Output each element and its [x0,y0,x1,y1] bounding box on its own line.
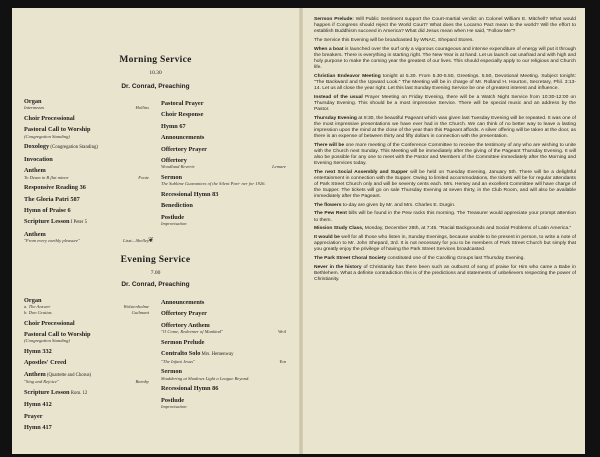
morning-left-item-label: Scripture Lesson [24,218,70,226]
announcement-text: bills will be found in the Pew racks this morning. The Treasurer would appreciate your prompt attention to them. [314,211,577,223]
announcement-paragraph [314,74,576,92]
evening-right-item [161,322,286,329]
announcement-lead: Instead of the usual [314,94,363,100]
announcement-lead: The Park Street Choral Society [314,256,387,262]
morning-right-item-subtitle [161,164,286,170]
morning-right-item-label: Offertory Prayer [161,145,207,153]
evening-left-item [24,389,149,397]
morning-left-item [24,218,149,226]
evening-right-item-composer: Yon [279,358,286,364]
announcement-lead: There will be [314,142,345,148]
evening-right-item [161,385,286,392]
evening-right-item-subtitle-text: "The Infant Jesus" [161,358,195,364]
morning-right-item-subtitle-text: The Sublime Guarantees of the Silent Part- ner for 1926. [161,181,266,187]
announcement-lead: Mission Study Class, [314,226,364,232]
announcement-paragraph [314,203,576,209]
evening-right-item-detail: Mrs. Hemenway [200,352,234,358]
announcement-text: constituted one of the Carolling Groups last Thursday Evening. [386,256,525,262]
morning-left-item-subtitle [24,175,149,181]
evening-left-item-label: Choir Processional [24,319,75,327]
evening-left-item [24,424,149,431]
evening-right-item-subtitle [161,359,286,365]
morning-left-item [24,115,149,122]
announcement-paragraph [314,235,576,253]
morning-left-item-subtitle-text: (Congregation Standing) [24,133,70,139]
morning-right-item [161,134,286,141]
morning-left-item-subtitle [24,238,149,244]
morning-right-item-subtitle-text: Improvisation [161,221,187,227]
evening-right-item-composer: Weil [278,329,286,335]
evening-right-item-subtitle [161,376,286,382]
evening-left-item [24,320,149,327]
morning-left-item-subtitle [24,105,149,111]
morning-right-item-label: Recessional Hymn 83 [161,191,219,199]
morning-right-item-label: Offertory [161,157,187,165]
announcement-lead: The next Social Assembly and Supper [314,169,408,175]
evening-left-item [24,348,149,355]
announcement-paragraph [314,17,576,35]
evening-left-item-detail: (Quartette and Chorus) [45,372,92,378]
morning-left-item-label: Choir Processional [24,115,75,122]
announcement-paragraph [314,170,576,200]
evening-right-item [161,310,286,317]
morning-left-item [24,167,149,174]
announcement-paragraph [314,95,576,113]
morning-left-item-label: Pastoral Call to Worship [24,126,91,134]
morning-left-item [24,156,149,163]
morning-right-item-label: Pastoral Prayer [161,100,204,107]
evening-right-item-label: Postlude [161,396,185,404]
announcement-text: The Service this Evening will be broadcasted by WNAC, Shepard Stores. [314,37,474,43]
morning-left-item [24,98,149,105]
morning-left-item-composer: Foote [138,174,149,180]
announcement-lead: The flowers [314,202,342,208]
morning-right-item [161,157,286,164]
morning-left-item-label: The Gloria Patri 587 [24,195,80,203]
morning-title: Morning Service [119,55,192,65]
announcement-lead: Never in the history [314,265,362,270]
evening-left-item-subtitle-text: "Sing and Rejoice" [24,379,59,385]
morning-left-item [24,196,149,203]
morning-right-column [161,100,286,227]
evening-right-item-label: Offertory Prayer [161,310,207,318]
morning-right-item-label: Hymn 67 [161,122,186,130]
evening-left-item [24,401,149,408]
evening-left-item-subtitle [24,338,149,344]
morning-right-item-label: Announcements [161,134,205,142]
evening-left-item-detail: Rom. 12 [69,390,88,396]
evening-left-item-composer: Guilmant [131,310,149,315]
evening-left-item-label: Apostles' Creed [24,359,67,367]
morning-right-item-label: Benediction [161,202,193,210]
evening-time: 7.00 [150,270,161,276]
announcement-paragraph [314,116,576,140]
evening-left-item-subtitle-text: b. Don Gratias [24,310,52,315]
program-sheet [12,8,585,454]
morning-right-item [161,146,286,153]
morning-left-item-label: Doxology [24,143,50,151]
evening-pastor: Dr. Conrad, Preaching [121,281,190,288]
morning-right-item-subtitle-text: Woodland Reverie [161,164,195,170]
evening-right-item-label: Recessional Hymn 86 [161,385,219,393]
morning-left-item-detail: I Peter 5 [69,220,87,226]
announcement-text: will be held on Tuesday Evening, January 5th. There will be a delightful entertainment in connection with the Supper. Owing to limited accommodations, the tickets will be for regular attendants of Park Street Church only and will be seventy cents each. Mrs. Hersey and an excellent Committee will have charge of the Supper. The tickets will go on sale Thursday Evening at seven thirty, in the Club Room, and will also be available immediately after the Pageant. [314,169,577,199]
evening-left-item-subtitle [24,379,149,385]
morning-right-item [161,174,286,181]
morning-right-item [161,191,286,198]
announcement-text: well for all those who listen in, Sunday Evenings, because unable to be present in person, to write a note of appreciation to Mr. John Shepard, 3rd. It is not necessary for you to be members of Park Street Church but simply that you greatly enjoy the privilege of having the Park Street Services broadcasted. [314,235,576,253]
morning-left-item [24,143,149,151]
morning-left-item-detail: (Congregation Standing) [49,145,98,151]
evening-left-item [24,359,149,366]
evening-left-item-subtitle-text: a. The Answer [24,304,51,310]
morning-left-item-label: Anthem [24,167,46,175]
evening-left-item-label: Anthem [24,370,46,378]
evening-right-item [161,397,286,404]
announcement-paragraph [314,256,576,262]
morning-left-item-label: Hymn of Praise 6 [24,207,71,215]
evening-left-item-label: Hymn 417 [24,424,52,432]
announcement-lead: Thursday Evening [314,115,357,121]
evening-left-item-subtitle-text: (Congregation Standing) [24,338,70,344]
announcement-paragraph [314,265,576,283]
announcements-page [314,17,576,286]
morning-right-item [161,111,286,118]
evening-right-item-subtitle-text: Shuddering at Shadows Light a League Beyond. [161,375,250,381]
morning-left-item-subtitle-text: Intermezzo [24,105,45,111]
announcement-paragraph [314,38,576,44]
morning-right-item-label: Postlude [161,213,185,221]
evening-left-item [24,297,149,304]
morning-right-item-composer: Lemare [272,164,286,170]
announcement-text: one more meeting of the Conference Committee to receive the testimony of any who are wishing to unite with the Church next Sunday. This Meeting will be immediately after the giving of the Pageant Thursday Evening. It will also be possible for any one to meet with the Pastor and Members of the Committee immediately after the Morning and Evening Services today. [314,142,576,166]
morning-time: 10.30 [149,70,162,76]
announcement-paragraph [314,211,576,223]
morning-right-item [161,202,286,209]
announcement-text: Will Public Sentiment support the Court-martial verdict on Colonel William E. Mitchell? What would happen if Congress should reject the World Court? What does the Locarno Pact mean to the world? Will the effort to establish Buddhism succeed in America? What did Jesus mean when He said, "Follow Me"? [314,17,576,35]
evening-right-item-label: Contralto Solo [161,350,201,358]
evening-right-item [161,339,286,346]
evening-left-item-label: Organ [24,297,42,304]
evening-left-item [24,331,149,338]
morning-right-item-subtitle [161,221,286,227]
morning-left-item-composer: Liszt—Shelley [122,238,149,244]
announcement-text: is launched over the surf only a vigorous courageous and intense expenditure of energy will put it through the breakers. There is everything in starting right. The New Year is at hand. Let us launch out unafraid and with high and holy purpose to make the coming year the greatest of our lives. This should especially apply to our religious and Church life. [314,46,576,70]
evening-right-item-subtitle-text: Improvisation [161,404,187,410]
evening-right-item-label: Sermon Prelude [161,338,205,346]
announcement-text: at 8:30, the beautiful Pageant which was given last Tuesday Evening will be repeated. It was one of the most impressive presentations we have ever had in the Church. We can think of no better way to leave a lasting impression upon the mind at the close of the year than this Pageant affords. A silver offering will be taken at the door, as there is an expense of between thirty and fifty dollars in connection with the presentation. [314,115,576,139]
morning-right-item [161,100,286,107]
announcement-lead: The Pew Rent [314,211,347,217]
evening-left-item-label: Prayer [24,412,43,420]
morning-left-item-subtitle-text: To Deum in B flat minor [24,174,69,180]
evening-right-item [161,368,286,375]
morning-left-item [24,184,149,191]
morning-right-item [161,214,286,221]
morning-left-item-subtitle [24,134,149,140]
announcement-lead: When a boat [314,46,344,52]
morning-left-item-composer: Hollins [135,105,149,111]
announcement-paragraph [314,226,576,232]
evening-title: Evening Service [120,255,191,265]
morning-left-item-label: Organ [24,98,42,105]
announcement-text: Monday, December 28th, at 7:45. "Racial Backgrounds and Social Problems of Latin America." [363,226,572,232]
evening-right-column [161,299,286,410]
announcement-text: tonight at 5.30. From 5.30-5.50, Greetings. 5.50, Devotional Meeting. Subject tonight: "The Backward and the Upward Look." The Meeting will be in charge of Mr. Rolland H. Hourton, Secretary, Phil. 3:13-14. Let us all close the year right. Let this last Sunday Evening Service be one of greatest interest and influence. [314,73,576,91]
evening-left-column [24,297,149,431]
evening-left-item-label: Hymn 412 [24,401,52,409]
morning-left-item-label: Anthem [24,230,46,238]
evening-right-item-label: Sermon [161,368,182,376]
morning-right-item-label: Sermon [161,174,182,182]
evening-right-item-subtitle [161,329,286,335]
evening-right-item-label: Announcements [161,299,205,306]
evening-right-item [161,350,286,358]
morning-left-item-label: Invocation [24,155,53,163]
evening-left-item [24,371,149,379]
evening-right-item [161,299,286,306]
announcement-lead: Sermon Prelude: [314,17,354,22]
morning-right-item [161,123,286,130]
evening-right-item-subtitle-text: "O Come, Redeemer of Mankind" [161,329,223,335]
evening-left-item-subtitle [24,310,149,316]
morning-left-item [24,207,149,214]
morning-right-item-subtitle [161,181,286,187]
evening-right-item-subtitle [161,404,286,410]
morning-left-item-subtitle-text: "From every earthly pleasure" [24,238,80,244]
morning-left-item [24,126,149,133]
announcement-lead: It would be [314,235,340,241]
evening-left-item-label: Pastoral Call to Worship [24,331,91,338]
evening-left-item-composer: Barnby [135,379,149,385]
evening-left-item-label: Hymn 332 [24,348,52,355]
evening-left-item-label: Scripture Lesson [24,388,70,396]
evening-left-item-composer: Wolstenholme [123,304,149,310]
morning-left-column [24,98,149,244]
center-fold [299,8,303,454]
announcement-lead: Christian Endeavor Meeting [314,73,381,79]
section-ornament: ❦ [148,236,154,244]
announcement-text: Prayer Meeting on Friday Evening, there will be a Watch Night Service from 10:30-12:00 on Thursday Evening. This should be a most impressive Service. There will be special music and an address by the Pastor. [314,94,576,112]
morning-right-item-label: Choir Response [161,111,204,119]
evening-left-item [24,413,149,420]
morning-left-item-label: Responsive Reading 36 [24,184,86,192]
morning-pastor: Dr. Conrad, Preaching [121,83,190,90]
announcement-paragraph [314,47,576,71]
announcement-text: to-day are given by Mr. and Mrs. Charles E. Durgin. [341,202,456,208]
announcement-paragraph [314,143,576,167]
announcement-text: of Christianity has there been such an outburst of song of praise for Him who came a Babe in Bethlehem. What a definite contradiction this is of the predictions and statements of unbelievers respecting the power of Christianity. [314,265,576,283]
evening-right-item-label: Offertory Anthem [161,321,210,329]
morning-left-item [24,231,149,238]
